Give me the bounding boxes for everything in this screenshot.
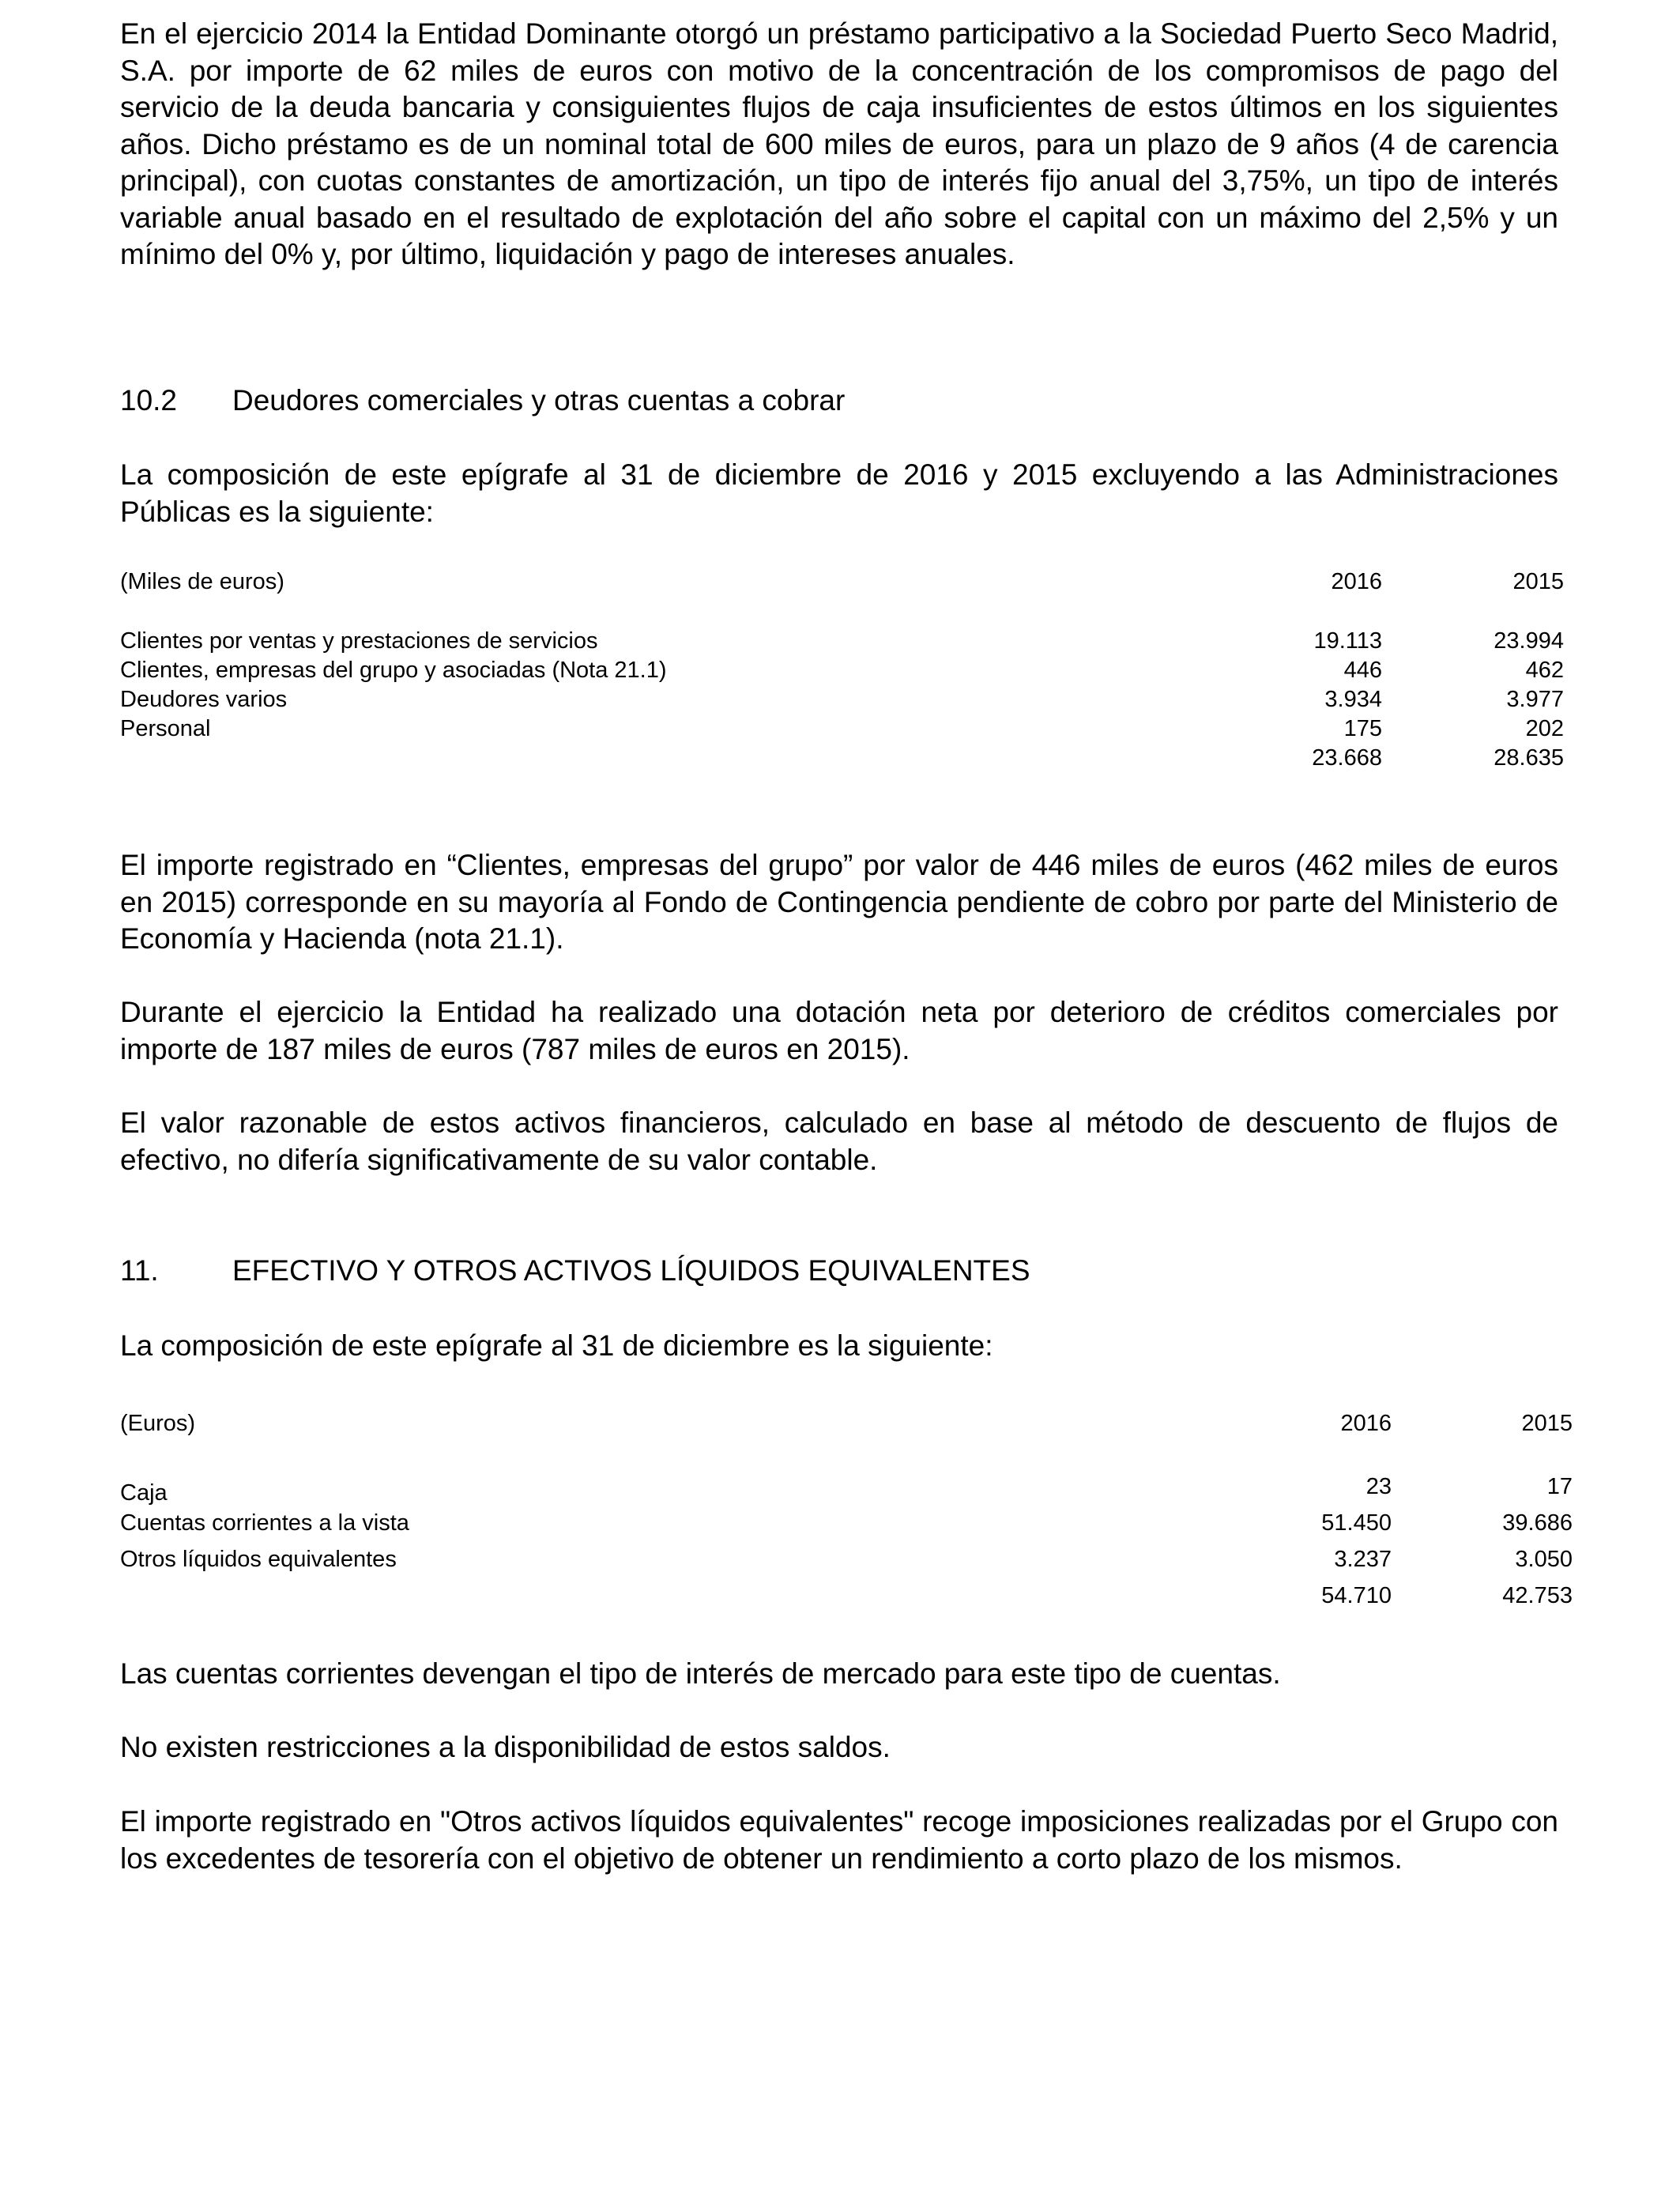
row-value-2015: 23.994 — [1494, 628, 1564, 654]
total-2015: 42.753 — [1502, 1583, 1573, 1608]
section-11-number: 11. — [120, 1254, 159, 1287]
row-label: Otros líquidos equivalentes — [120, 1547, 397, 1572]
row-value-2015: 462 — [1525, 658, 1564, 683]
section-11-paragraph-3: El importe registrado en "Otros activos líquidos equivalentes" recoge imposiciones realizadas por el Grupo con los excedentes de tesorería con el objetivo de obtener un rendimiento a corto plazo de los mismos. — [120, 1805, 1558, 1875]
row-label: Caja — [120, 1480, 168, 1506]
row-value-2016: 3.934 — [1324, 687, 1382, 712]
column-header-2016: 2016 — [1331, 569, 1382, 594]
row-value-2015: 3.050 — [1515, 1547, 1573, 1572]
row-value-2015: 3.977 — [1506, 687, 1564, 712]
section-11-title: EFECTIVO Y OTROS ACTIVOS LÍQUIDOS EQUIVALENTES — [232, 1254, 1030, 1287]
section-10-2-paragraph-2: Durante el ejercicio la Entidad ha realizado una dotación neta por deterioro de créditos comerciales por importe de 187 miles de euros (787 miles de euros en 2015). — [120, 996, 1558, 1065]
section-11-intro: La composición de este epígrafe al 31 de diciembre es la siguiente: — [120, 1329, 993, 1362]
intro-paragraph: En el ejercicio 2014 la Entidad Dominante otorgó un préstamo participativo a la Sociedad Puerto Seco Madrid, S.A. por importe de 62 miles de euros con motivo de la concentración de los compromisos de pago del servicio de la deuda bancaria y consiguientes flujos de caja insuficientes de estos últimos en los siguientes años. Dicho préstamo es de un nominal total de 600 miles de euros, para un plazo de 9 años (4 de carencia principal), con cuotas constantes de amortización, un tipo de interés fijo anual del 3,75%, un tipo de interés variable anual basado en el resultado de explotación del año sobre el capital con un máximo del 2,5% y un mínimo del 0% y, por último, liquidación y pago de intereses anuales. — [120, 17, 1558, 270]
section-10-2-intro: La composición de este epígrafe al 31 de diciembre de 2016 y 2015 excluyendo a las Administraciones Públicas es la siguiente: — [120, 458, 1558, 528]
table-unit-label: (Miles de euros) — [120, 569, 284, 594]
row-value-2016: 19.113 — [1313, 628, 1382, 654]
row-value-2016: 23 — [1365, 1474, 1392, 1499]
total-2016: 23.668 — [1312, 745, 1382, 771]
row-label: Clientes, empresas del grupo y asociadas (Nota 21.1) — [120, 658, 667, 683]
total-2016: 54.710 — [1321, 1583, 1392, 1608]
column-header-2016: 2016 — [1340, 1411, 1392, 1436]
row-value-2016: 51.450 — [1321, 1510, 1392, 1536]
row-value-2015: 202 — [1525, 716, 1564, 741]
section-11-heading — [120, 1253, 1030, 1289]
row-label: Cuentas corrientes a la vista — [120, 1510, 409, 1536]
table-unit-label: (Euros) — [120, 1411, 196, 1436]
row-value-2016: 3.237 — [1334, 1547, 1392, 1572]
row-value-2016: 446 — [1343, 658, 1382, 683]
section-10-2-number: 10.2 — [120, 384, 178, 417]
section-10-2-paragraph-3: El valor razonable de estos activos financieros, calculado en base al método de descuento de flujos de efectivo, no difería significativamente de su valor contable. — [120, 1106, 1558, 1176]
section-11-paragraph-2: No existen restricciones a la disponibilidad de estos saldos. — [120, 1731, 891, 1763]
row-label: Clientes por ventas y prestaciones de servicios — [120, 628, 598, 654]
column-header-2015: 2015 — [1521, 1411, 1573, 1436]
section-10-2-paragraph-1: El importe registrado en “Clientes, empresas del grupo” por valor de 446 miles de euros (462 miles de euros en 2015) corresponde en su mayoría al Fondo de Contingencia pendiente de cobro por parte del Ministerio de Economía y Hacienda (nota 21.1). — [120, 849, 1558, 955]
row-label: Deudores varios — [120, 687, 288, 712]
row-value-2015: 17 — [1546, 1474, 1573, 1499]
row-label: Personal — [120, 716, 211, 741]
section-10-2-heading — [120, 383, 845, 419]
total-2015: 28.635 — [1494, 745, 1564, 771]
column-header-2015: 2015 — [1512, 569, 1564, 594]
section-11-paragraph-1: Las cuentas corrientes devengan el tipo de interés de mercado para este tipo de cuentas. — [120, 1657, 1281, 1690]
row-value-2016: 175 — [1343, 716, 1382, 741]
row-value-2015: 39.686 — [1502, 1510, 1573, 1536]
section-10-2-title: Deudores comerciales y otras cuentas a cobrar — [232, 384, 846, 417]
